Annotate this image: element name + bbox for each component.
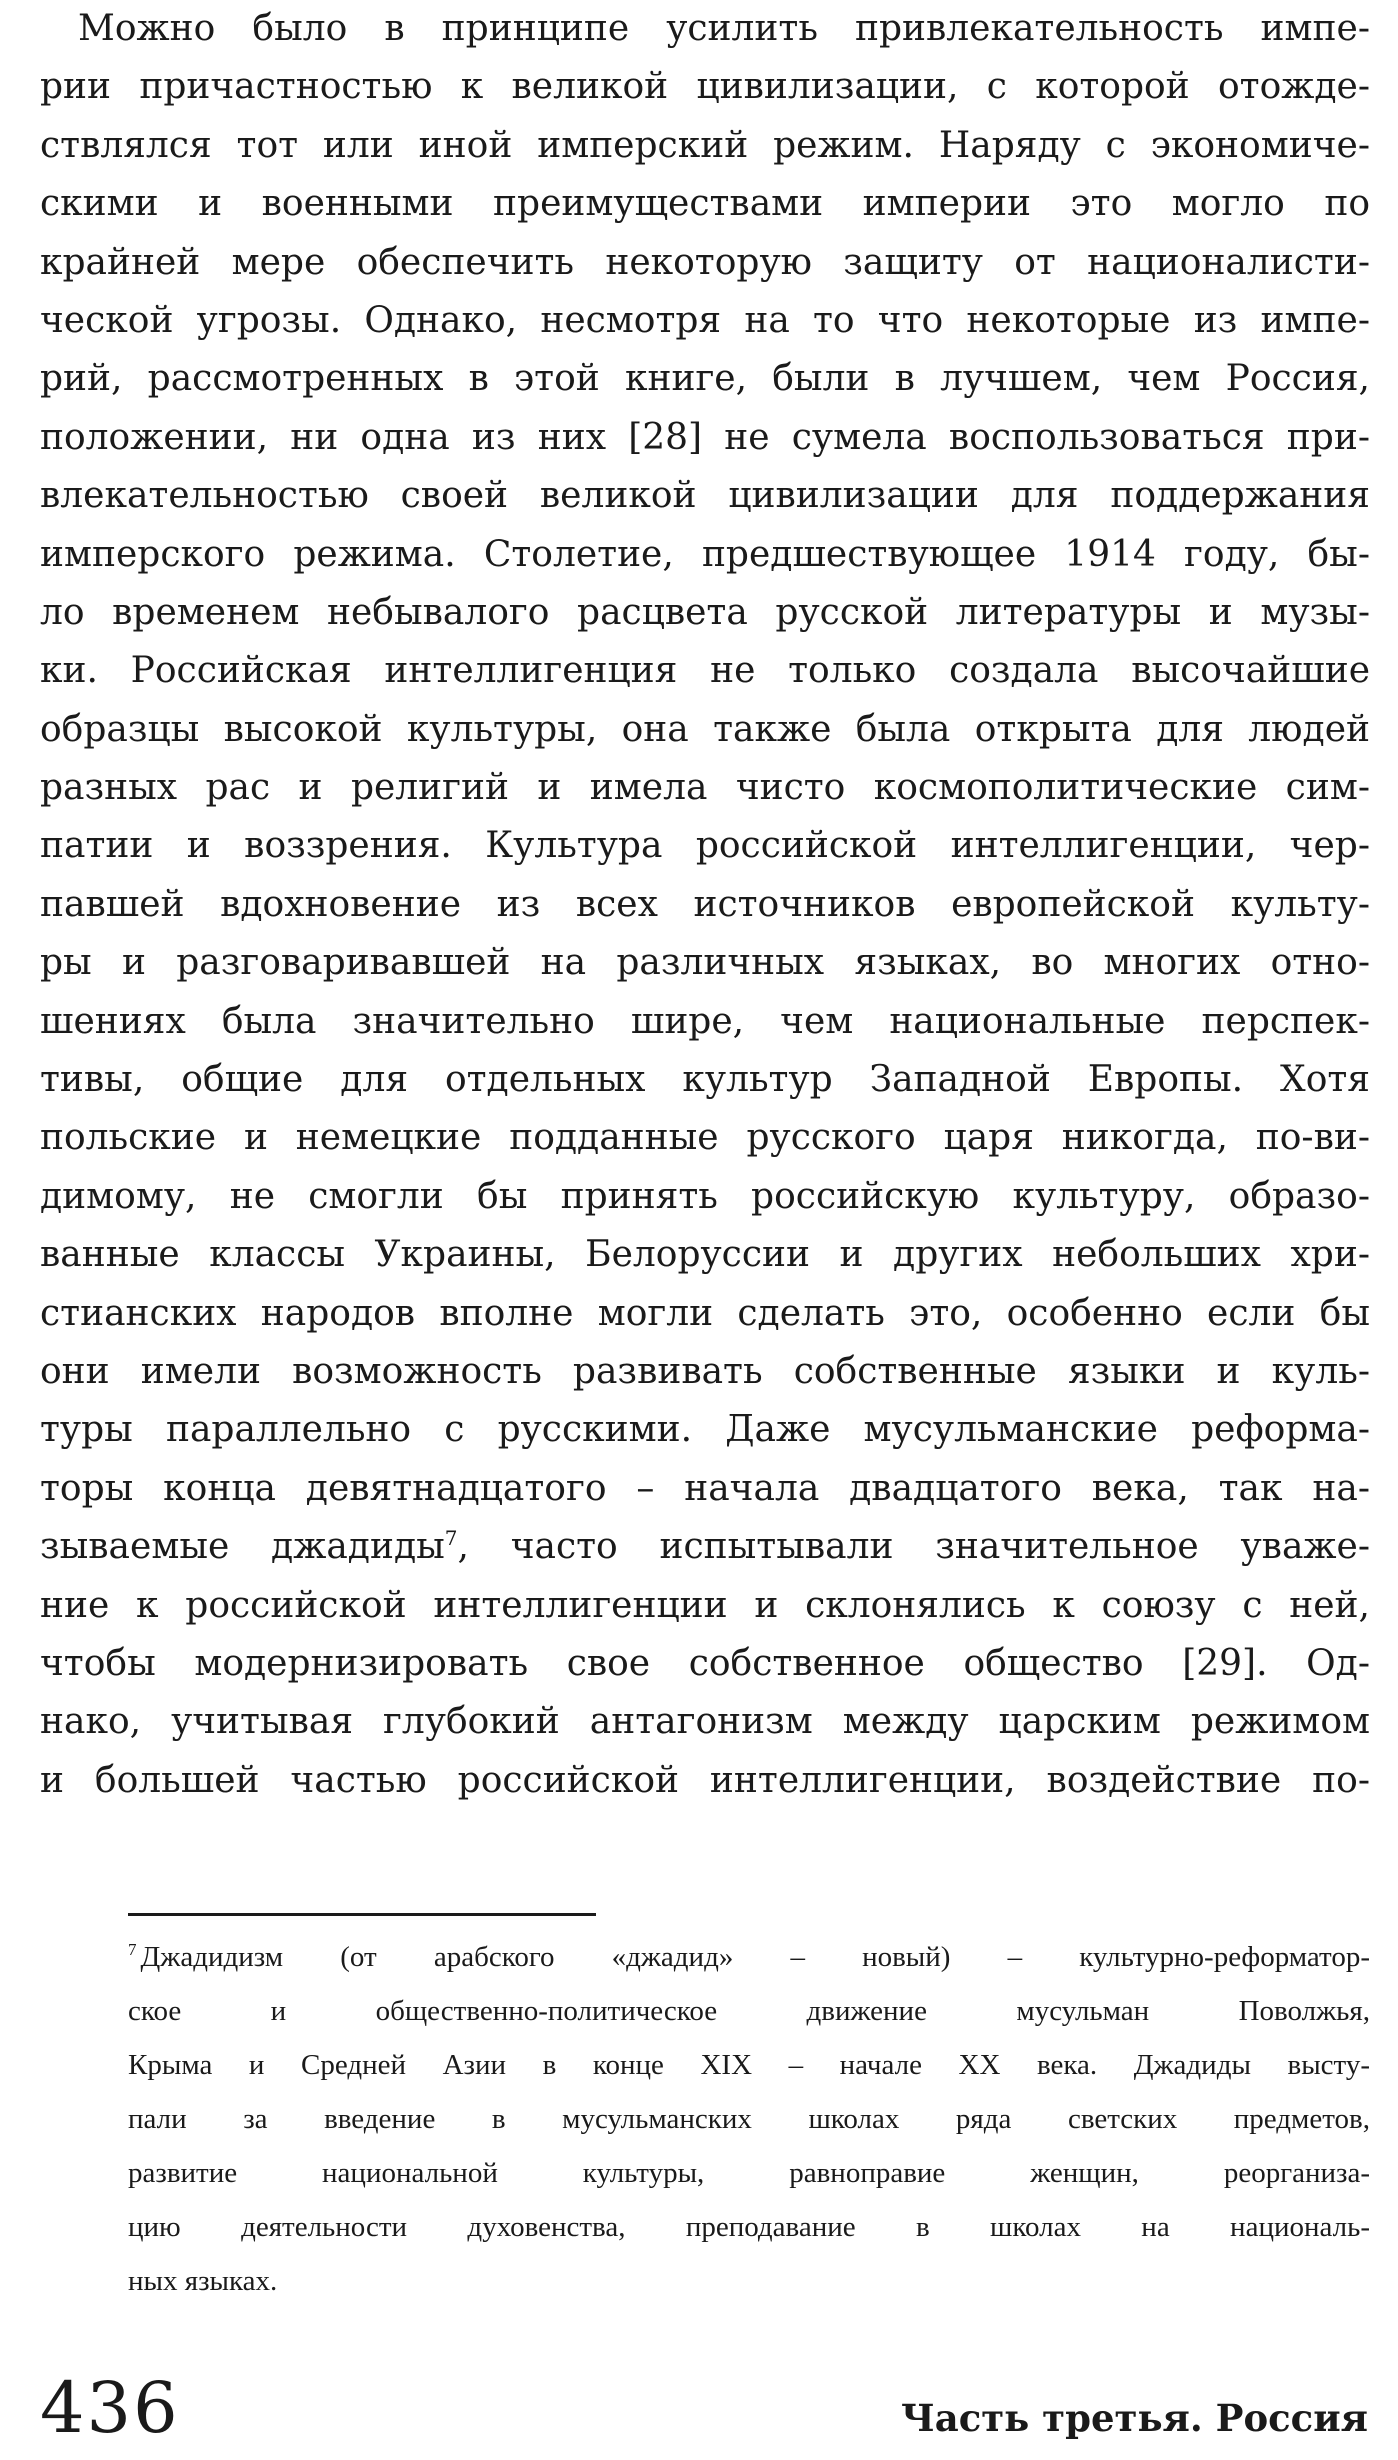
footnote-text: цию деятельности духовенства, преподавание в школах на националь- bbox=[128, 2211, 1370, 2243]
text-line: образцы высокой культуры, она также была открыта для людей bbox=[40, 708, 1370, 750]
main-text-block bbox=[40, 0, 1370, 1810]
text-line: димому, не смогли бы принять российскую культуру, образо- bbox=[40, 1175, 1370, 1217]
footnote-line bbox=[128, 1984, 1370, 2038]
footnote-text: ское и общественно-политическое движение мусульман Поволжья, bbox=[128, 1995, 1370, 2027]
footnote-line bbox=[128, 2200, 1370, 2254]
text-line: патии и воззрения. Культура российской интеллигенции, чер- bbox=[40, 825, 1370, 867]
footnote-number: 7 bbox=[128, 1940, 137, 1960]
text-line: ки. Российская интеллигенция не только создала высочайшие bbox=[40, 650, 1370, 692]
text-line bbox=[40, 1518, 1370, 1576]
text-line: и большей частью российской интеллигенции, воздействие по- bbox=[40, 1759, 1370, 1801]
text-line: крайней мере обеспечить некоторую защиту от националисти- bbox=[40, 241, 1370, 283]
text-line: ческой угрозы. Однако, несмотря на то что некоторые из импе- bbox=[40, 299, 1370, 341]
text-line: скими и военными преимуществами империи это могло по bbox=[40, 183, 1370, 225]
page-number: 436 bbox=[40, 2367, 180, 2449]
text-line: ванные классы Украины, Белоруссии и других небольших хри- bbox=[40, 1234, 1370, 1276]
text-line: торы конца девятнадцатого – начала двадцатого века, так на- bbox=[40, 1467, 1370, 1509]
text-line: тивы, общие для отдельных культур Западной Европы. Хотя bbox=[40, 1059, 1370, 1101]
text-line: ры и разговаривавшей на различных языках, во многих отно- bbox=[40, 942, 1370, 984]
text-line: разных рас и религий и имела чисто космополитические сим- bbox=[40, 767, 1370, 809]
text-line: туры параллельно с русскими. Даже мусульманские реформа- bbox=[40, 1409, 1370, 1451]
footnote-line bbox=[128, 2254, 1370, 2308]
footnote-text: пали за введение в мусульманских школах ряда светских предметов, bbox=[128, 2103, 1370, 2135]
text-line: Можно было в принципе усилить привлекательность импе- bbox=[78, 8, 1370, 49]
text-line: стианских народов вполне могли сделать это, особенно если бы bbox=[40, 1292, 1370, 1334]
text-line: ние к российской интеллигенции и склонялись к союзу с ней, bbox=[40, 1584, 1370, 1626]
footnote-text: ных языках. bbox=[128, 2265, 278, 2297]
footnote-separator bbox=[128, 1913, 596, 1916]
text-fragment: , часто испытывали значительное уваже- bbox=[457, 1526, 1370, 1568]
text-line: шениях была значительно шире, чем национальные перспек- bbox=[40, 1000, 1370, 1042]
text-line: положении, ни одна из них [28] не сумела воспользоваться при- bbox=[40, 416, 1370, 458]
footnote-line bbox=[128, 2092, 1370, 2146]
footnote-line bbox=[128, 2038, 1370, 2092]
footnote bbox=[128, 1930, 1370, 2308]
text-line: чтобы модернизировать свое собственное общество [29]. Од- bbox=[40, 1642, 1370, 1684]
footnote-text: Джадидизм (от арабского «джадид» – новый) – культурно-реформатор- bbox=[140, 1941, 1370, 1973]
footnote-text: Крыма и Средней Азии в конце XIX – начале XX века. Джадиды высту- bbox=[128, 2049, 1370, 2081]
footnote-reference[interactable]: 7 bbox=[444, 1526, 458, 1551]
text-line: павшей вдохновение из всех источников европейской культу- bbox=[40, 883, 1370, 925]
text-fragment: зываемые джадиды bbox=[40, 1526, 445, 1568]
text-line: рий, рассмотренных в этой книге, были в лучшем, чем Россия, bbox=[40, 358, 1370, 400]
text-line: влекательностью своей великой цивилизации для поддержания bbox=[40, 475, 1370, 517]
footnote-text: развитие национальной культуры, равноправие женщин, реорганиза- bbox=[128, 2157, 1370, 2189]
text-line: нако, учитывая глубокий антагонизм между царским режимом bbox=[40, 1701, 1370, 1743]
footnote-line bbox=[128, 2146, 1370, 2200]
text-line: рии причастностью к великой цивилизации, с которой отожде- bbox=[40, 66, 1370, 108]
text-line: они имели возможность развивать собственные языки и куль- bbox=[40, 1350, 1370, 1392]
text-line: имперского режима. Столетие, предшествующее 1914 году, бы- bbox=[40, 533, 1370, 575]
running-head: Часть третья. Россия bbox=[900, 2396, 1368, 2440]
text-line: ло временем небывалого расцвета русской литературы и музы- bbox=[40, 591, 1370, 633]
footnote-line bbox=[128, 1930, 1370, 1984]
text-line: польские и немецкие подданные русского царя никогда, по-ви- bbox=[40, 1117, 1370, 1159]
text-line: ствлялся тот или иной имперский режим. Наряду с экономиче- bbox=[40, 124, 1370, 166]
